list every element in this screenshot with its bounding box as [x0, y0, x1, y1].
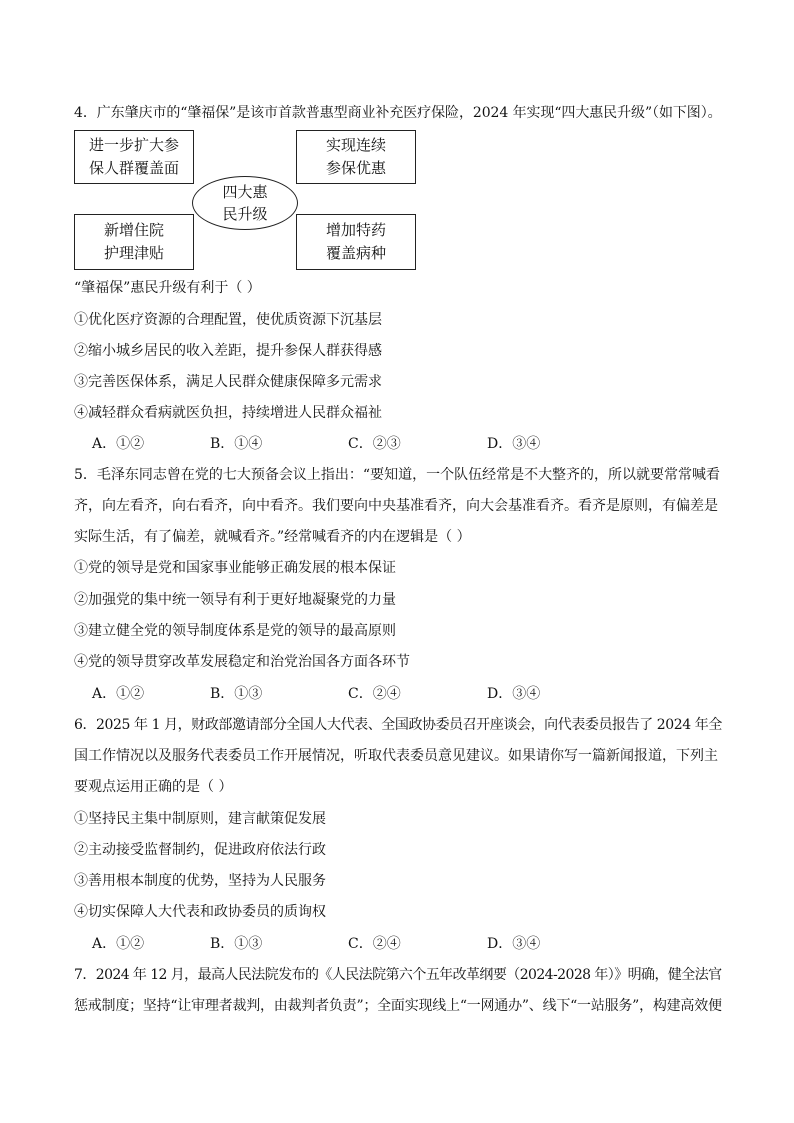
option-c[interactable]: C．②③: [348, 436, 401, 452]
option-d[interactable]: D．③④: [487, 436, 541, 452]
option-d[interactable]: D．③④: [487, 686, 541, 702]
option-c[interactable]: C．②④: [348, 686, 401, 702]
diagram-center-oval: [192, 176, 298, 230]
option-a[interactable]: A．①②: [92, 686, 145, 702]
diagram-box-bottom-left: [74, 214, 194, 270]
diagram-box-top-left: [74, 130, 194, 184]
diagram-box-text: 保人群覆盖面: [88, 159, 179, 177]
q4-question: “肇福保”惠民升级有利于（ ）: [74, 280, 261, 296]
diagram-box-top-right: [296, 130, 416, 184]
q6-item: ④切实保障人大代表和政协委员的质询权: [74, 904, 326, 920]
diagram-box-text: 新增住院: [103, 221, 164, 239]
diagram-box-text: 进一步扩大参: [88, 136, 179, 154]
diagram-box-text: 增加特药: [325, 221, 386, 239]
diagram-box-text: 覆盖病种: [325, 244, 386, 262]
q5-item: ①党的领导是党和国家事业能够正确发展的根本保证: [74, 560, 396, 576]
q5-item: ②加强党的集中统一领导有利于更好地凝聚党的力量: [74, 592, 396, 608]
q4-item: ④减轻群众看病就医负担，持续增进人民群众福祉: [74, 405, 382, 421]
q4-item: ③完善医保体系，满足人民群众健康保障多元需求: [74, 374, 382, 390]
option-b[interactable]: B．①③: [210, 936, 263, 952]
option-a[interactable]: A．①②: [92, 936, 145, 952]
option-c[interactable]: C．②④: [348, 936, 401, 952]
option-b[interactable]: B．①③: [210, 686, 263, 702]
q6-item: ③善用根本制度的优势，坚持为人民服务: [74, 873, 326, 889]
q4-item: ①优化医疗资源的合理配置，使优质资源下沉基层: [74, 312, 382, 328]
q5-stem-line: 实际生活，有了偏差，就喊看齐。”经常喊看齐的内在逻辑是（ ）: [74, 529, 471, 545]
q6-stem-line: 要观点运用正确的是（ ）: [74, 779, 233, 795]
option-d[interactable]: D．③④: [487, 936, 541, 952]
q5-item: ③建立健全党的领导制度体系是党的领导的最高原则: [74, 623, 396, 639]
option-a[interactable]: A．①②: [92, 436, 145, 452]
q7-stem-line: 惩戒制度；坚持“让审理者裁判，由裁判者负责”；全面实现线上“一网通办”、线下“一站服务”，构建高效便: [74, 998, 722, 1014]
q6-stem-line: 6．2025 年 1 月，财政部邀请部分全国人大代表、全国政协委员召开座谈会，向代表委员报告了 2024 年全: [74, 717, 722, 733]
option-b[interactable]: B．①④: [210, 436, 263, 452]
q5-stem-line: 5．毛泽东同志曾在党的七大预备会议上指出：“要知道，一个队伍经常是不大整齐的，所以就要常常喊看: [74, 467, 721, 483]
q4-item: ②缩小城乡居民的收入差距，提升参保人群获得感: [74, 343, 382, 359]
q6-item: ②主动接受监督制约，促进政府依法行政: [74, 842, 326, 858]
q6-item: ①坚持民主集中制原则，建言献策促发展: [74, 811, 326, 827]
q5-stem-line: 齐，向左看齐，向右看齐，向中看齐。我们要向中央基准看齐，向大会基准看齐。看齐是原则，有偏差是: [74, 498, 718, 514]
q5-item: ④党的领导贯穿改革发展稳定和治党治国各方面各环节: [74, 654, 410, 670]
diagram-center-text: 民升级: [222, 205, 268, 223]
q6-stem-line: 国工作情况以及服务代表委员工作开展情况，听取代表委员意见建议。如果请你写一篇新闻报道，下列主: [74, 748, 718, 764]
diagram-box-bottom-right: [296, 214, 416, 270]
q7-stem-line: 7．2024 年 12 月，最高人民法院发布的《人民法院第六个五年改革纲要（2024-2028 年）》明确，健全法官: [74, 967, 722, 983]
diagram-box-text: 参保优惠: [325, 159, 386, 177]
diagram-box-text: 实现连续: [325, 136, 386, 154]
diagram-center-text: 四大惠: [222, 183, 268, 201]
diagram-box-text: 护理津贴: [103, 244, 164, 262]
q4-stem: 4．广东肇庆市的“肇福保”是该市首款普惠型商业补充医疗保险，2024 年实现“四大惠民升级”（如下图）。: [74, 105, 722, 121]
